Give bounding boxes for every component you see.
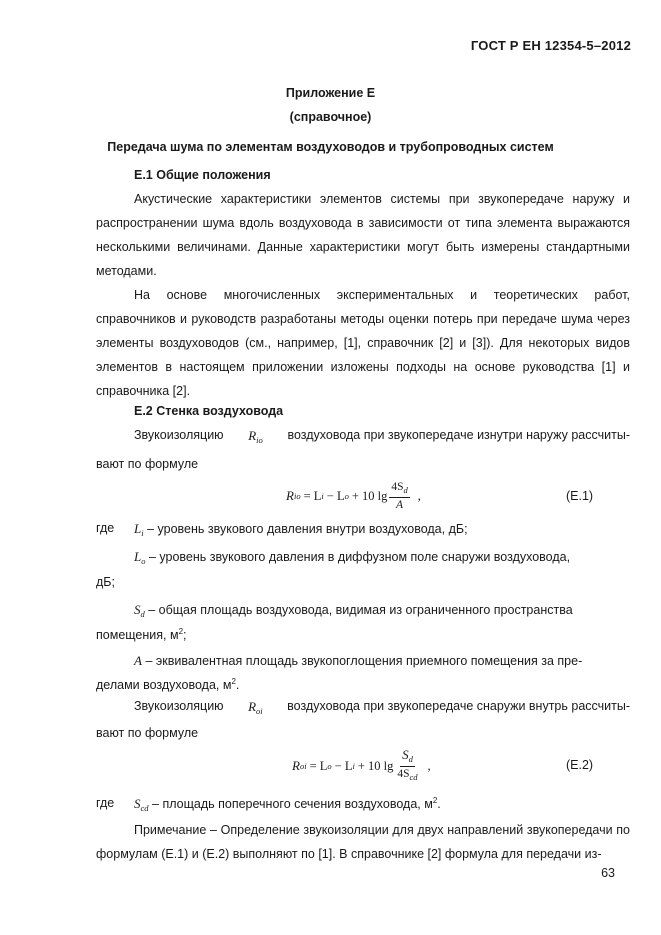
intro-formula-2 [96, 699, 630, 716]
symbol-s: S [134, 796, 141, 811]
subscript: oi [299, 761, 307, 771]
formula-e1 [286, 480, 421, 512]
paragraph-e1-1-text: Акустические характеристики элементов системы при звукопередаче наружу и распространении шума вдоль воздуховода в зависимости от типа элемента выражаются несколькими величинами. Данные характеристики могут быть измерены стандартными методами. [96, 192, 630, 278]
intro-formula-1 [96, 428, 630, 445]
subscript: oi [256, 706, 263, 716]
appendix-heading: Передача шума по элементам воздуховодов и трубопроводных систем [107, 140, 554, 154]
subscript: i [321, 491, 324, 501]
subscript: cd [409, 772, 418, 782]
subscript: o [327, 761, 332, 771]
where-label: где [96, 796, 115, 810]
paragraph-e1-2-text: На основе многочисленных экспериментальных и теоретических работ, справочников и руководств разработаны методы оценки потерь при передаче шума через элементы воздуховодов (см., например, [1], справочник [2] и [3]). Для некоторых видов элементов в настоящем приложении изложены подходы на основе руководства [1] и справочника [2]. [96, 288, 630, 398]
formula-comma: , [427, 758, 431, 773]
definition-scd: где $S_{cd}$ – площадь поперечного сечения воздуховода, $м^2$. [96, 796, 441, 813]
formula-lhs: R [286, 488, 294, 503]
superscript: 2 [231, 677, 236, 686]
subscript: o [344, 491, 349, 501]
subscript: i [352, 761, 355, 771]
symbol-s: S [134, 602, 141, 617]
subscript: io [256, 435, 263, 445]
note-paragraph [96, 818, 630, 866]
appendix-subtitle: (справочное) [289, 110, 372, 124]
denominator: A [396, 499, 404, 511]
formula-term: + 10 lg [351, 488, 388, 503]
equation-number-e2: (Е.2) [566, 758, 594, 772]
standard-header: ГОСТ Р ЕН 12354-5–2012 [470, 38, 631, 53]
paragraph-e1-1 [96, 187, 630, 283]
intro-2-cont: вают по формуле [96, 726, 199, 740]
definition-a [96, 653, 630, 669]
subscript: io [293, 491, 301, 501]
definition-text: помещения, м [96, 628, 179, 642]
subscript: d [140, 609, 145, 619]
definition-text: – эквивалентная площадь звукопоглощения приемного помещения за пре- [145, 654, 583, 668]
subscript: o [141, 556, 146, 566]
formula-term: − L [334, 758, 353, 773]
symbol-a: A [134, 653, 142, 668]
numerator: S [402, 747, 409, 762]
symbol-l: L [134, 521, 142, 536]
fraction [395, 748, 419, 784]
intro-1-cont: вают по формуле [96, 457, 199, 471]
definition-text: – площадь поперечного сечения воздуховода, м [152, 797, 433, 811]
definition-text: – уровень звукового давления в диффузном поле снаружи воздуховода, [148, 550, 571, 564]
section-e2-title: Е.2 Стенка воздуховода [134, 404, 284, 418]
intro-1-word: Звукоизоляцию [134, 428, 224, 442]
symbol-r: R [248, 428, 257, 443]
formula-term: = L [309, 758, 328, 773]
formula-e2 [292, 748, 431, 784]
section-e1-title: Е.1 Общие положения [134, 168, 271, 182]
subscript: cd [140, 803, 149, 813]
definition-text: – общая площадь воздуховода, видимая из ограниченного пространства [148, 603, 573, 617]
definition-sd-cont: помещения, $м^2$; [96, 627, 187, 642]
subscript: i [141, 528, 144, 538]
definition-text: – уровень звукового давления внутри воздуховода, дБ; [147, 522, 468, 536]
symbol-r: R [248, 699, 257, 714]
superscript: 2 [432, 796, 438, 805]
formula-term: − L [326, 488, 345, 503]
formula-term: + 10 lg [357, 758, 394, 773]
formula-lhs: R [292, 758, 300, 773]
subscript: d [408, 754, 413, 764]
definition-a-cont: делами воздуховода, $м^2$. [96, 677, 240, 692]
definition-lo [96, 549, 630, 566]
page-number: 63 [601, 866, 615, 880]
intro-2-word: Звукоизоляцию [134, 699, 224, 713]
paragraph-e1-2 [96, 283, 630, 403]
intro-1-rest: воздуховода при звукопередаче изнутри наружу рассчиты- [287, 428, 630, 442]
subscript: d [403, 485, 408, 495]
note-text: Примечание – Определение звукоизоляции для двух направлений звукопередачи по формулам (Е.1) и (Е.2) выполняют по [1]. В справочнике [2] формула для передачи из- [96, 823, 630, 861]
numerator: 4S [391, 481, 404, 493]
equation-number-e1: (Е.1) [566, 489, 594, 503]
definition-li [96, 521, 630, 538]
fraction [389, 480, 409, 512]
definition-sd [96, 602, 630, 619]
appendix-title: Приложение Е [285, 86, 376, 100]
formula-comma: , [417, 488, 421, 503]
formula-term: = L [303, 488, 322, 503]
intro-2-rest: воздуховода при звукопередаче снаружи внутрь рассчиты- [287, 699, 630, 713]
superscript: 2 [178, 627, 184, 636]
definition-text: делами воздуховода, м [96, 678, 232, 692]
where-label: где [96, 521, 115, 535]
denominator: 4S [397, 768, 410, 780]
symbol-l: L [134, 549, 142, 564]
definition-lo-cont: дБ; [96, 575, 115, 589]
